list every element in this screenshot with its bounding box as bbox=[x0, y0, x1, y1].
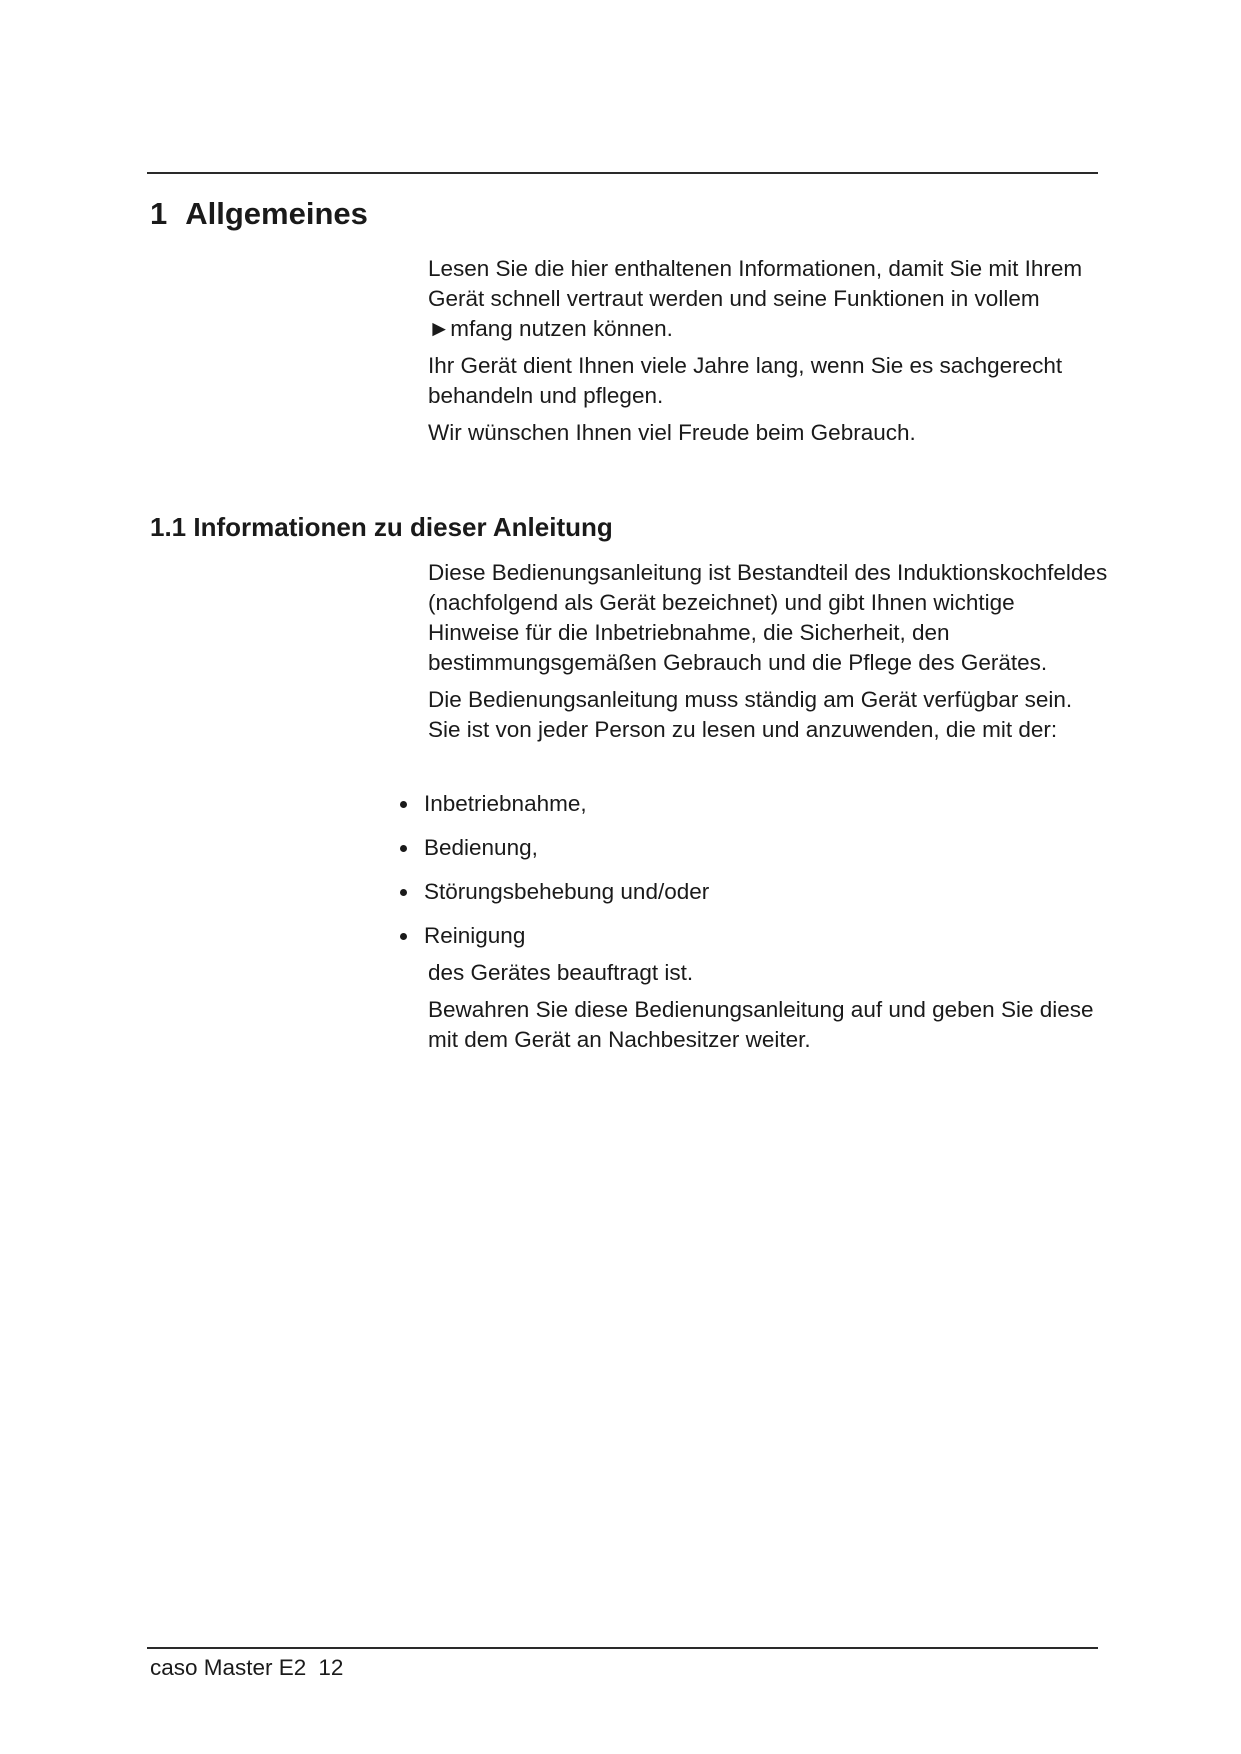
paragraph: Ihr Gerät dient Ihnen viele Jahre lang, wenn Sie es sachgerecht behandeln und pflegen. bbox=[428, 353, 1063, 408]
list-item-label: Bedienung, bbox=[424, 835, 538, 860]
section-title: Allgemeines bbox=[185, 196, 368, 231]
bullet-icon bbox=[400, 933, 407, 940]
subsection-intro bbox=[428, 558, 1108, 752]
list-item-label: Störungsbehebung und/oder bbox=[424, 879, 710, 904]
section-number: 1 bbox=[150, 196, 168, 231]
bullet-icon bbox=[400, 801, 407, 808]
section-intro bbox=[428, 254, 1108, 455]
paragraph: des Gerätes beauftragt ist. bbox=[428, 960, 694, 985]
list-item bbox=[400, 833, 709, 863]
footer-product: caso Master E2 bbox=[150, 1655, 307, 1680]
paragraph: Lesen Sie die hier enthaltenen Informationen, damit Sie mit Ihrem Gerät schnell vertraut werden und seine Funktionen in vollem ►mfang nutzen können. bbox=[428, 256, 1083, 341]
list-item bbox=[400, 877, 709, 907]
section-heading bbox=[150, 196, 368, 232]
list-item bbox=[400, 789, 709, 819]
list-item-label: Reinigung bbox=[424, 923, 526, 948]
paragraph: Die Bedienungsanleitung muss ständig am Gerät verfügbar sein. Sie ist von jeder Person zu lesen und anzuwenden, die mit der: bbox=[428, 687, 1073, 742]
subsection-closing bbox=[428, 958, 1108, 1062]
header-rule bbox=[147, 172, 1098, 174]
paragraph: Bewahren Sie diese Bedienungsanleitung auf und geben Sie diese mit dem Gerät an Nachbesitzer weiter. bbox=[428, 997, 1094, 1052]
paragraph: Diese Bedienungsanleitung ist Bestandteil des Induktionskochfeldes (nachfolgend als Gerät bezeichnet) und gibt Ihnen wichtige Hinweise für die Inbetriebnahme, die Sicherheit, den bestimmungsgemäßen Gebrauch und die Pflege des Gerätes. bbox=[428, 560, 1108, 675]
list-item bbox=[400, 921, 709, 951]
footer-rule bbox=[147, 1647, 1098, 1649]
task-list bbox=[400, 789, 709, 965]
page-footer bbox=[150, 1653, 343, 1683]
list-item-label: Inbetriebnahme, bbox=[424, 791, 587, 816]
bullet-icon bbox=[400, 889, 407, 896]
bullet-icon bbox=[400, 845, 407, 852]
page-number: 12 bbox=[318, 1655, 344, 1680]
subsection-heading: 1.1 Informationen zu dieser Anleitung bbox=[150, 512, 613, 542]
paragraph: Wir wünschen Ihnen viel Freude beim Gebrauch. bbox=[428, 420, 916, 445]
